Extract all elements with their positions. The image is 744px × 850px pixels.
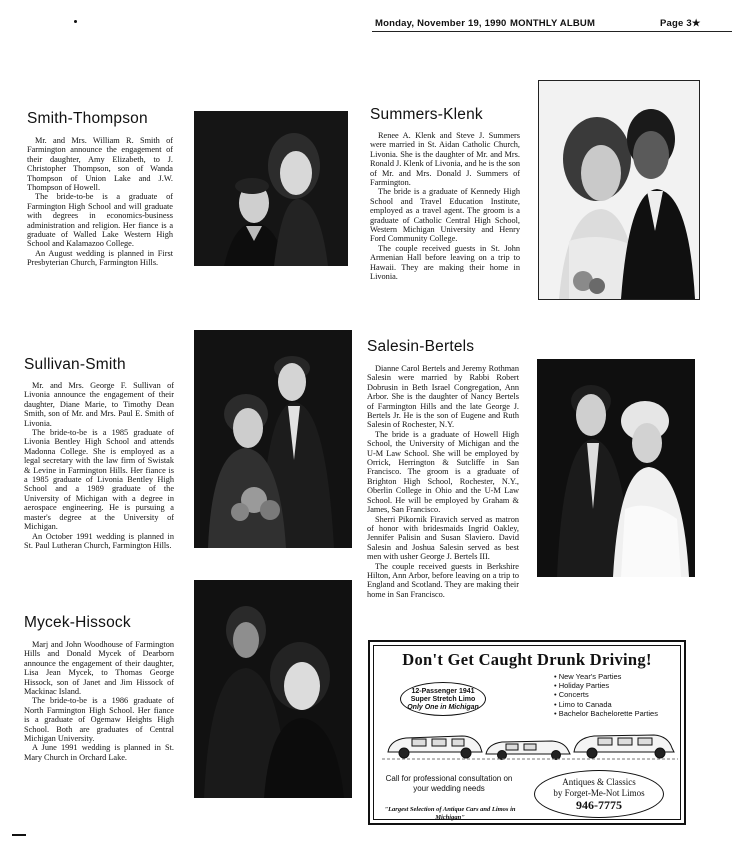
story-smith-thompson [27,136,173,268]
limo-line-2: Super Stretch Limo [410,696,476,703]
limo-line-3: Only One in Michigan [407,704,479,711]
story-paragraph: Sherri Pikornik Firavich served as matron of honor with bridesmaids Ingrid Oakley, Jennifer Palisin and Susan Slaviero. David Salesin and Joshua Salesin served as best men with usher George J. Bertels III. [367,514,519,562]
ad-inner-border [373,645,681,820]
story-sullivan-smith [24,381,174,550]
service-item: • Concerts [554,690,658,699]
printing-speck [74,20,77,23]
header-date: Monday, November 19, 1990 [375,18,507,29]
story-salesin-bertels [367,364,519,599]
limo-line-1: 12-Passenger 1941 [411,688,475,695]
headline-mycek-hissock: Mycek-Hissock [24,614,131,631]
service-item: • New Year's Parties [554,672,658,681]
header-rule [372,31,732,32]
ad-title: Don't Get Caught Drunk Driving! [402,650,652,669]
photo-smith-thompson [194,111,348,266]
company-line-1: Antiques & Classics [562,777,636,787]
headline-smith-thompson: Smith-Thompson [27,110,148,127]
story-paragraph: Mr. and Mrs. George F. Sullivan of Livonia announce the engagement of their daughter, Diane Marie, to Timothy Dean Smith, son of Mr. and Mrs. Paul E. Smith of Livonia. [24,381,174,428]
service-item: • Bachelor Bachelorette Parties [554,709,658,718]
story-mycek-hissock [24,640,174,762]
story-paragraph: Renee A. Klenk and Steve J. Summers were married in St. Aidan Catholic Church, Livonia. She is the daughter of Mr. and Mrs. Ronald J. Klenk of Livonia, and he is the son of Mr. and Mrs. Donald J. Summers of Farmington. [370,131,521,188]
ad-company-oval [534,770,664,818]
story-paragraph: The bride is a graduate of Kennedy High School and Travel Education Institute, employed as a travel agent. The groom is a graduate of Catholic Central High School, Western Michigan University and Henry Ford Community College. [370,187,520,244]
ad-services-list [554,672,658,718]
limo-oval-badge [400,682,486,716]
story-paragraph: Mr. and Mrs. William R. Smith of Farmington announce the engagement of their daughter, Amy Elizabeth, to J. Christopher Thompson, son of Wanda Thompson of Union Lake and J.W. Thompson of Howell. [27,136,173,193]
service-item: • Limo to Canada [554,700,658,709]
story-paragraph: The bride is a graduate of Howell High School, the University of Michigan and the U-M Law School. She will be employed by Orrick, Herrington & Sutcliffe in San Francisco. The groom is a graduate of Brighton High School, Rochester, N.Y., Oberlin College in Ohio and the U-M Law School. He will be employed by Graham & James, San Francisco. [367,429,519,515]
story-paragraph: A June 1991 wedding is planned in St. Mary Church in Orchard Lake. [24,743,174,762]
photo-mycek-hissock [194,580,352,798]
story-summers-klenk [370,131,520,282]
photo-salesin-bertels [537,359,695,577]
story-paragraph: Marj and John Woodhouse of Farmington Hills and Donald Mycek of Dearborn announce the engagement of their daughter, Lisa Jean Mycek, to Thomas George Hissock, son of Janet and Jim Hissock of Mackinac Island. [24,640,174,697]
header-section: MONTHLY ALBUM [510,18,596,29]
headline-summers-klenk: Summers-Klenk [370,106,483,123]
limo-cars-illustration [382,722,678,766]
story-paragraph: The bride-to-be is a 1985 graduate of Livonia Bentley High School and attends Madonna College. She is employed as a legal secretary with the law firm of Swistak & Levine in Farmington Hills. Her fiance is a 1985 graduate of Livonia Bentley High School and a 1989 graduate of the University of Michigan with a degree in aerospace engineering. He is pursuing a master's degree at the University of Michigan. [24,428,174,532]
story-paragraph: The bride-to-be is a graduate of Farmington High School and will graduate with degrees in economics-business administration and religion. Her fiance is a graduate of Walled Lake Western High School and Kalamazoo College. [27,192,173,249]
ad-call-text: Call for professional consultation on your wedding needs [385,774,513,793]
page-edge-mark [12,834,26,836]
headline-sullivan-smith: Sullivan-Smith [24,356,126,373]
story-paragraph: An October 1991 wedding is planned in St. Paul Lutheran Church, Farmington Hills. [24,531,174,550]
story-paragraph: An August wedding is planned in First Presbyterian Church, Farmington Hills. [27,248,173,268]
company-line-2: by Forget-Me-Not Limos [553,788,645,798]
story-paragraph: The bride-to-be is a 1986 graduate of North Farmington High School. Her fiance is a graduate of Ogemaw Heights High School. Both are graduates of Central Michigan University. [24,696,174,744]
headline-salesin-bertels: Salesin-Bertels [367,338,475,355]
ad-drunk-driving [368,640,686,825]
photo-summers-klenk [538,80,700,300]
story-paragraph: The couple received guests in St. John Armenian Hall before leaving on a trip to Hawaii. They are making their home in Livonia. [370,243,520,282]
photo-sullivan-smith [194,330,352,548]
ad-tagline: "Largest Selection of Antique Cars and Limos in Michigan" [384,806,516,821]
story-paragraph: The couple received guests in Berkshire Hilton, Ann Arbor, before leaving on a trip to England and Scotland. They are making their home in San Francisco. [367,561,519,599]
story-paragraph: Dianne Carol Bertels and Jeremy Rothman Salesin were married by Rabbi Robert Dobrusin in Beth Israel Congregation, Ann Arbor. She is the daughter of Nancy Bertels of Farmington Hills and the late George J. Bertels Jr. He is the son of Eugene and Ruth Salesin of Rochester, N.Y. [367,364,519,430]
header-page: Page 3★ [660,18,701,29]
ad-phone-number: 946-7775 [576,798,622,812]
service-item: • Holiday Parties [554,681,658,690]
